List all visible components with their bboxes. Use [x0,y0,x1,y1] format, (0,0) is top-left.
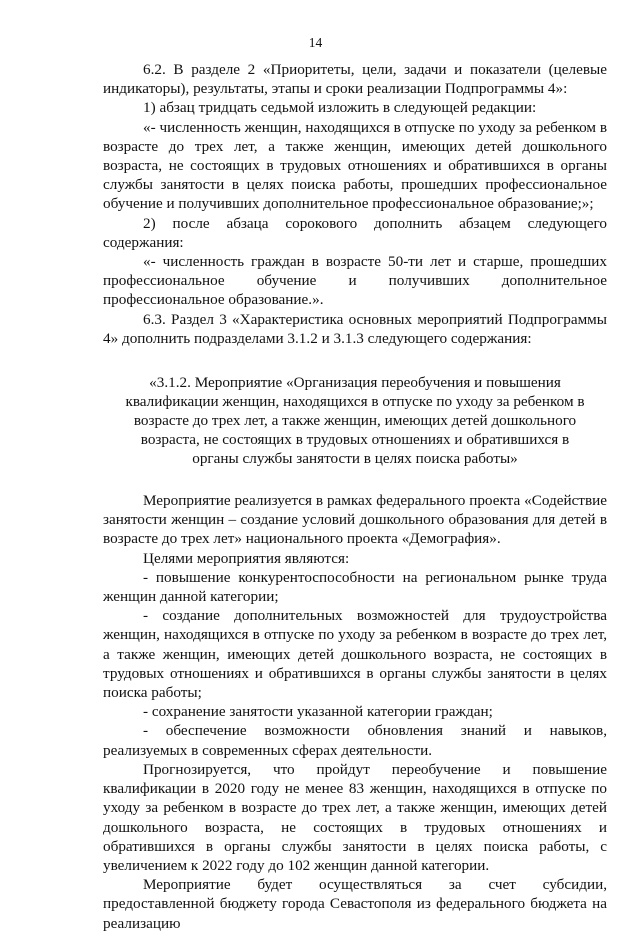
paragraph-item-1: 1) абзац тридцать седьмой изложить в следующей редакции: [143,99,537,117]
paragraph-funding: Мероприятие будет осуществляться за счет субсидии, предоставленной бюджету города Севастополя из федерального бюджета на реализацию [103,876,607,932]
paragraph-quote-women: «- численность женщин, находящихся в отпуске по уходу за ребенком в возрасте до трех лет, а также женщин, имеющих детей дошкольного возраста, не состоящих в трудовых отношениях и обратившихся в органы службы занятости в целях поиска работы, прошедших профессиональное обучение и получивших дополнительное профессиональное образование;»; [103,118,607,213]
list-item-employment-retention: - сохранение занятости указанной категории граждан; [143,703,493,721]
section-heading-3-1-2: «3.1.2. Мероприятие «Организация переобучения и повышения квалификации женщин, находящихся в отпуске по уходу за ребенком в возрасте до трех лет, а также женщин, имеющих детей дошкольного возраста, не состоящих в трудовых отношениях и обратившихся в органы службы занятости в целях поиска работы» [125,374,585,468]
list-item-skills-update: - обеспечение возможности обновления знаний и навыков, реализуемых в современных сферах деятельности. [103,722,607,759]
paragraph-6-2: 6.2. В разделе 2 «Приоритеты, цели, задачи и показатели (целевые индикаторы), результаты, этапы и сроки реализации Подпрограммы 4»: [103,61,607,98]
page-number: 14 [308,35,323,50]
paragraph-quote-50plus: «- численность граждан в возрасте 50-ти лет и старше, прошедших профессиональное обучение и получивших дополнительное профессиональное образование.». [103,253,607,309]
paragraph-forecast: Прогнозируется, что пройдут переобучение и повышение квалификации в 2020 году не менее 83 женщин, находящихся в отпуске по уходу за ребенком в возрасте до трех лет, а также женщин, имеющих детей дошкольного возраста, не состоящих в трудовых отношениях и обратившихся в органы службы занятости в целях поиска работы, с увеличением к 2022 году до 102 женщин данной категории. [103,760,607,874]
paragraph-goals-intro: Целями мероприятия являются: [143,549,350,567]
document-body [103,60,607,933]
list-item-employment-opportunities: - создание дополнительных возможностей для трудоустройства женщин, находящихся в отпуске по уходу за ребенком в возрасте до трех лет, а также женщин, имеющих детей дошкольного возраста, не состоящих в трудовых отношениях и обратившихся в органы службы занятости в целях поиска работы; [103,607,607,702]
paragraph-6-3: 6.3. Раздел 3 «Характеристика основных мероприятий Подпрограммы 4» дополнить подразделами 3.1.2 и 3.1.3 следующего содержания: [103,310,607,347]
paragraph-federal-project: Мероприятие реализуется в рамках федерального проекта «Содействие занятости женщин – создание условий дошкольного образования для детей в возрасте до трех лет» национального проекта «Демография». [103,492,607,548]
paragraph-item-2: 2) после абзаца сорокового дополнить абзацем следующего содержания: [103,214,607,251]
list-item-competitiveness: - повышение конкурентоспособности на региональном рынке труда женщин данной категории; [103,568,607,606]
